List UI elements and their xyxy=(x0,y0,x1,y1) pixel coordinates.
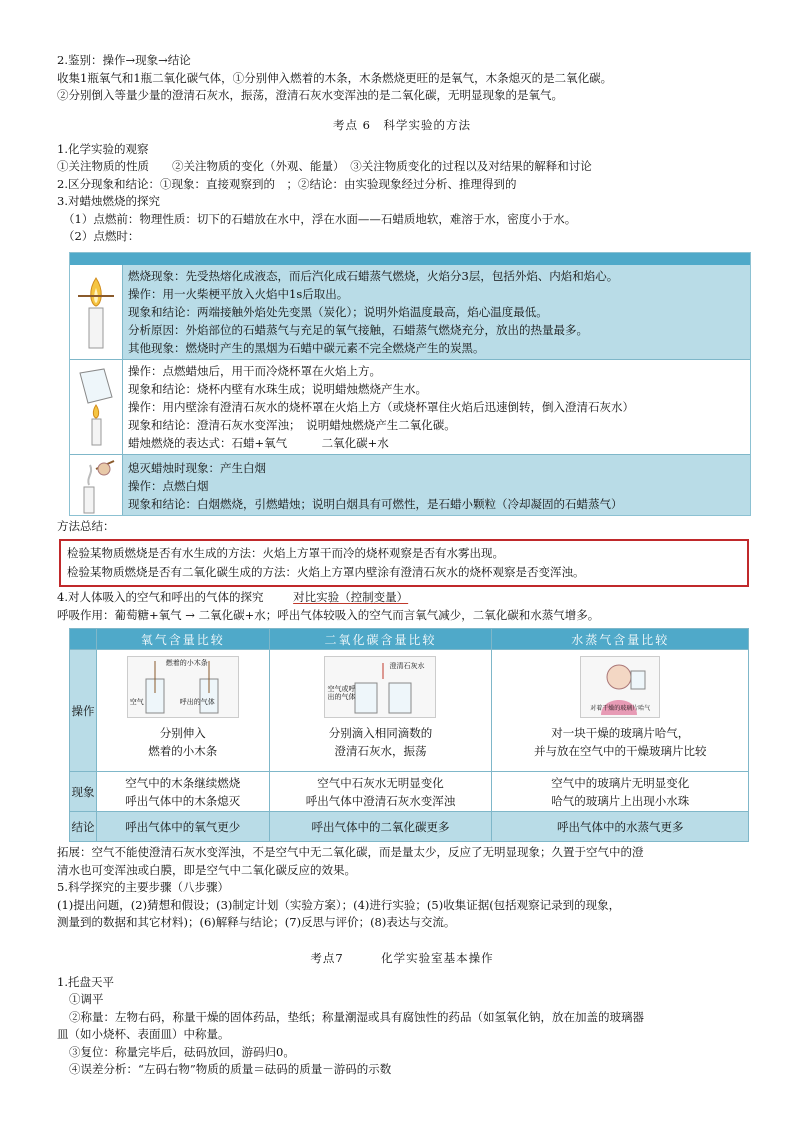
identify-line-1: 收集1瓶氧气和1瓶二氧化碳气体，①分别伸入燃着的木条，木条燃烧更旺的是氧气，木条熄灭的是二氧化碳。 xyxy=(57,70,613,85)
text-line: 操作：点燃白烟 xyxy=(128,478,209,493)
op-co2-text: 分别滴入相同滴数的 澄清石灰水，振荡 xyxy=(328,726,433,758)
text-line: 现象和结论：两端接触外焰处先变黑（炭化）；说明外焰温度最高，焰心温度最低。 xyxy=(128,304,548,319)
observe-heading: 1.化学实验的观察 xyxy=(57,141,149,156)
text-line: 分析原因：外焰部位的石蜡蒸气与充足的氧气接触，石蜡蒸气燃烧充分，放出的热量最多。 xyxy=(128,322,588,337)
cl-co2: 呼出气体中的二氧化碳更多 xyxy=(269,812,492,842)
balance-step-2-cont: 皿（如小烧杯、表面皿）中称量。 xyxy=(57,1027,230,1041)
candle-row-beaker-text xyxy=(123,360,639,454)
document-page xyxy=(57,52,747,1079)
observe-items: ①关注物质的性质 ②关注物质的变化（外观、能量） ③关注物质变化的过程以及对结果的解释和讨论 xyxy=(57,159,592,173)
extension-line-1: 拓展：空气不能使澄清石灰水变浑浊，不是空气中无二氧化碳，而是量太少，反应了无明显现象；久置于空气中的澄 xyxy=(57,845,644,859)
text-line: 其他现象：燃烧时产生的黑烟为石蜡中碳元素不完全燃烧产生的炭黑。 xyxy=(128,340,485,355)
method-water: 检验某物质燃烧是否有水生成的方法：火焰上方罩干而冷的烧杯观察是否有水雾出现。 xyxy=(67,546,504,560)
extension-line-2: 清水也可变浑浊或白膜，即是空气中二氧化碳反应的效果。 xyxy=(57,862,356,877)
candle-flame-image xyxy=(70,265,123,359)
co2-experiment-image xyxy=(324,656,436,718)
cl-oxygen: 呼出气体中的氧气更少 xyxy=(97,812,270,842)
op-oxygen xyxy=(97,650,270,772)
ph-water: 空气中的玻璃片无明显变化 哈气的玻璃片上出现小水珠 xyxy=(492,772,749,812)
op-water xyxy=(492,650,749,772)
phenomenon-vs-conclusion: 2.区分现象和结论：①现象：直接观察到的 ；②结论：由实验现象经过分析、推理得到的 xyxy=(57,176,517,191)
before-lighting: （1）点燃前：物理性质：切下的石蜡放在水中，浮在水面——石蜡质地软，难溶于水，密度小于水。 xyxy=(63,211,577,226)
text-line: 操作：用内壁涂有澄清石灰水的烧杯罩在火焰上方（或烧杯罩住火焰后迅速倒转，倒入澄清石灰水） xyxy=(128,399,634,414)
img-label: 呼出的气体 xyxy=(179,698,215,706)
respiration-line: 呼吸作用：葡萄糖+氧气 → 二氧化碳+水；呼出气体较吸入的空气而言氧气减少，二氧化碳和水蒸气增多。 xyxy=(57,607,600,622)
row-label-conclusion: 结论 xyxy=(70,812,97,842)
method-summary-title: 方法总结： xyxy=(57,518,115,533)
breath-heading-text: 4.对人体吸入的空气和呼出的气体的探究 xyxy=(57,590,264,604)
candle-row-flame-text xyxy=(123,265,623,359)
balance-heading: 1.托盘天平 xyxy=(57,974,114,989)
text-line: 现象和结论：白烟燃烧，引燃蜡烛；说明白烟具有可燃性，是石蜡小颗粒（冷却凝固的石蜡蒸气） xyxy=(128,496,623,511)
candle-row-smoke xyxy=(70,454,750,515)
method-co2: 检验某物质燃烧是否有二氧化碳生成的方法：火焰上方罩内壁涂有澄清石灰水的烧杯观察是否变浑浊。 xyxy=(67,565,585,579)
steps-line-1: (1)提出问题，(2)猜想和假设；(3)制定计划（实验方案）；(4)进行实验；(5)收集证据(包括观察记录到的现象， xyxy=(57,897,621,912)
img-label: 澄清石灰水 xyxy=(389,662,425,670)
text-line: 蜡烛燃烧的表达式：石蜡+氧气 二氧化碳+水 xyxy=(128,435,389,450)
img-label: 对着干燥的玻璃片哈气 xyxy=(590,705,651,712)
section-7-title: 考点7 化学实验室基本操作 xyxy=(310,950,494,965)
op-oxygen-text: 分别伸入 燃着的小木条 xyxy=(148,726,218,758)
breath-comparison-table xyxy=(69,628,749,842)
white-smoke-image xyxy=(70,455,123,515)
identify-heading: 2.鉴别：操作→现象→结论 xyxy=(57,53,191,67)
text-line: 熄灭蜡烛时现象：产生白烟 xyxy=(128,460,266,475)
img-label: 空气 xyxy=(129,698,144,706)
oxygen-experiment-image xyxy=(127,656,239,718)
water-vapor-experiment-image xyxy=(580,656,660,718)
cl-water: 呼出气体中的水蒸气更多 xyxy=(492,812,749,842)
img-label: 空气或呼出的气体 xyxy=(327,685,356,701)
ph-oxygen: 空气中的木条继续燃烧 呼出气体中的木条熄灭 xyxy=(97,772,270,812)
text-line: 燃烧现象：先受热熔化成液态，而后汽化成石蜡蒸气燃烧，火焰分3层，包括外焰、内焰和焰心。 xyxy=(128,268,619,283)
candle-row-beaker xyxy=(70,359,750,454)
candle-row-flame xyxy=(70,265,750,359)
identify-line-2: ②分别倒入等量少量的澄清石灰水，振荡，澄清石灰水变浑浊的是二氧化碳，无明显现象的是氧气。 xyxy=(57,88,563,102)
op-co2 xyxy=(269,650,492,772)
balance-step-4: ④误差分析：“左码右物”物质的质量＝砝码的质量－游码的示数 xyxy=(69,1062,392,1076)
row-label-phenomenon: 现象 xyxy=(70,772,97,812)
beaker-over-candle-image xyxy=(70,360,123,454)
row-label-operation: 操作 xyxy=(70,650,97,772)
steps-heading: 5.科学探究的主要步骤（八步骤） xyxy=(57,880,229,894)
img-label: 燃着的小木条 xyxy=(165,659,208,667)
box-header-bar xyxy=(70,253,750,265)
op-water-text: 对一块干燥的玻璃片哈气， 并与放在空气中的干燥玻璃片比较 xyxy=(533,726,707,758)
candle-experiment-box xyxy=(69,252,751,516)
ph-co2: 空气中石灰水无明显变化 呼出气体中澄清石灰水变浑浊 xyxy=(269,772,492,812)
breath-heading xyxy=(57,589,747,607)
col-oxygen: 氧气含量比较 xyxy=(97,629,270,650)
section-6-title: 考点 6 科学实验的方法 xyxy=(333,117,471,132)
when-lighting: （2）点燃时： xyxy=(63,229,140,243)
text-line: 现象和结论：烧杯内壁有水珠生成；说明蜡烛燃烧产生水。 xyxy=(128,381,427,396)
balance-step-1: ①调平 xyxy=(69,992,104,1006)
candle-row-smoke-text xyxy=(123,455,628,515)
text-line: 操作：点燃蜡烛后，用干而冷烧杯罩在火焰上方。 xyxy=(128,363,381,378)
balance-step-2: ②称量：左物右码，称量干燥的固体药品，垫纸；称量潮湿或具有腐蚀性的药品（如氢氧化钠，放在加盖的玻璃器 xyxy=(69,1009,644,1024)
col-co2: 二氧化碳含量比较 xyxy=(269,629,492,650)
text-line: 操作：用一火柴梗平放入火焰中1s后取出。 xyxy=(128,286,349,301)
candle-heading: 3.对蜡烛燃烧的探究 xyxy=(57,194,160,208)
col-water-vapor: 水蒸气含量比较 xyxy=(492,629,749,650)
control-variable-note: 对比实验（控制变量） xyxy=(293,590,409,604)
text-line: 现象和结论：澄清石灰水变浑浊； 说明蜡烛燃烧产生二氧化碳。 xyxy=(128,417,456,432)
balance-step-3: ③复位：称量完毕后，砝码放回，游码归0。 xyxy=(69,1044,295,1059)
steps-line-2: 测量到的数据和其它材料)；(6)解释与结论；(7)反思与评价；(8)表达与交流。 xyxy=(57,915,456,929)
method-summary-box xyxy=(59,539,749,587)
